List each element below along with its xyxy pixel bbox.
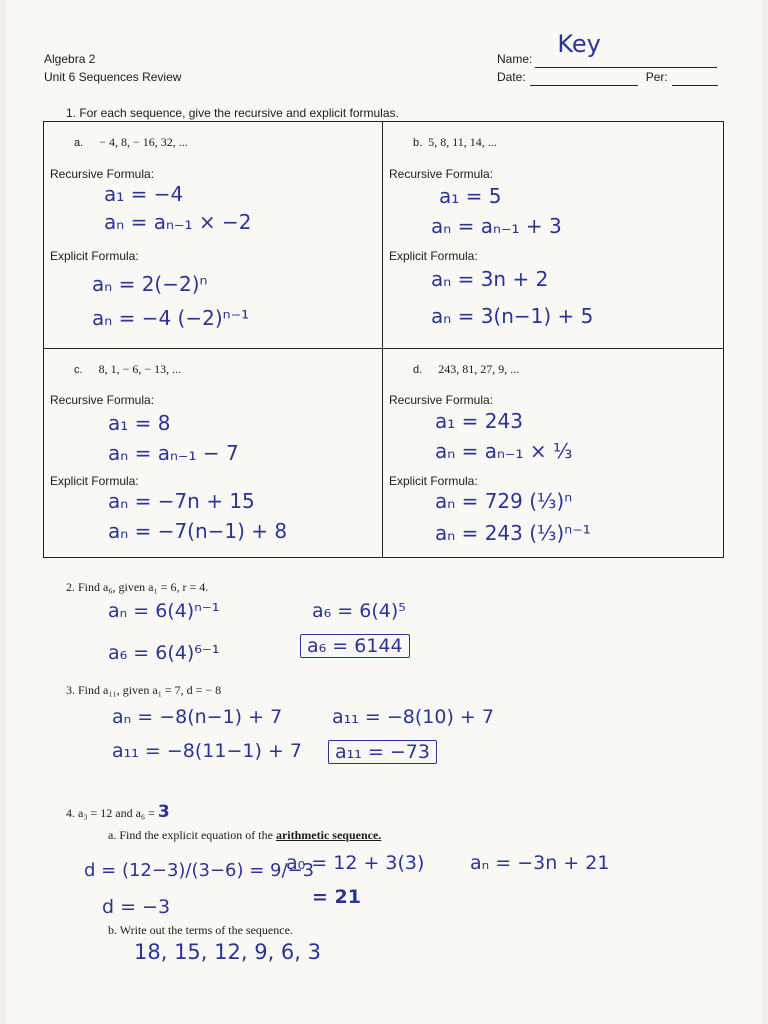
sequence-terms: 243, 81, 27, 9, ... — [438, 362, 520, 376]
recursive-label: Recursive Formula: — [389, 167, 494, 181]
period-line — [672, 73, 718, 86]
sequence-terms: − 4, 8, − 16, 32, ... — [99, 135, 188, 149]
recursive-line-2: aₙ = aₙ₋₁ − 7 — [108, 441, 239, 465]
cell-letter: b. — [413, 137, 423, 149]
explicit-line-1: aₙ = −7n + 15 — [108, 489, 255, 513]
q4-a0-result: = 21 — [312, 886, 361, 908]
question-4-prompt — [66, 802, 170, 822]
cell-d — [383, 349, 721, 575]
q2-answer: a₆ = 6144 — [300, 634, 410, 658]
q3-work-line-2: a₁₁ = −8(11−1) + 7 — [112, 740, 302, 762]
recursive-line-1: a₁ = 5 — [439, 184, 502, 208]
explicit-label: Explicit Formula: — [50, 249, 139, 263]
date-row — [497, 68, 727, 86]
explicit-label: Explicit Formula: — [50, 474, 139, 488]
q4-part-a-emphasis: arithmetic sequence. — [275, 828, 382, 842]
explicit-line-2: aₙ = 3(n−1) + 5 — [431, 304, 594, 328]
q4-slope-result: d = −3 — [102, 896, 171, 918]
explicit-line-2: aₙ = −7(n−1) + 8 — [108, 519, 288, 543]
period-label: Per: — [645, 70, 668, 84]
q4-part-a-prompt — [108, 828, 381, 843]
q3-work-line-1: aₙ = −8(n−1) + 7 — [112, 706, 283, 728]
name-line — [535, 30, 717, 68]
question-3-prompt: 3. Find a₁₁, given a₁ = 7, d = − 8 — [66, 683, 222, 697]
question-1-prompt: 1. For each sequence, give the recursive and explicit formulas. — [66, 106, 399, 120]
date-label: Date: — [497, 70, 526, 84]
cell-letter: d. — [413, 364, 423, 376]
sequence-terms: 8, 1, − 6, − 13, ... — [98, 362, 182, 376]
recursive-label: Recursive Formula: — [389, 393, 494, 407]
cell-a-label — [74, 135, 188, 150]
q4-prompt-text: 4. a₃ = 12 and a₆ = — [66, 806, 158, 820]
q4-terms: 18, 15, 12, 9, 6, 3 — [134, 940, 322, 964]
cell-b-label — [413, 135, 497, 150]
explicit-line-1: aₙ = 729 (⅓)ⁿ — [435, 489, 573, 513]
date-line — [530, 73, 638, 86]
q2-work-line-2: a₆ = 6(4)⁶⁻¹ — [108, 642, 220, 664]
explicit-label: Explicit Formula: — [389, 249, 478, 263]
recursive-label: Recursive Formula: — [50, 393, 155, 407]
cell-letter: a. — [74, 137, 84, 149]
sequence-terms: 5, 8, 11, 14, ... — [428, 135, 497, 149]
recursive-label: Recursive Formula: — [50, 167, 155, 181]
q4-part-a-text: a. Find the explicit equation of the — [108, 828, 276, 842]
explicit-line-1: aₙ = 3n + 2 — [431, 267, 549, 291]
course-title: Algebra 2 — [44, 52, 96, 66]
recursive-line-2: aₙ = aₙ₋₁ × ⅓ — [435, 439, 573, 463]
q4-handwritten-value: 3 — [157, 802, 170, 822]
q4-a0-work: a₀ = 12 + 3(3) — [286, 852, 425, 874]
recursive-line-1: a₁ = 8 — [108, 411, 171, 435]
q2-work-line-1: aₙ = 6(4)ⁿ⁻¹ — [108, 600, 220, 622]
q4-equation: aₙ = −3n + 21 — [470, 852, 610, 874]
unit-title: Unit 6 Sequences Review — [44, 70, 182, 84]
q2-work-right: a₆ = 6(4)⁵ — [312, 600, 406, 622]
explicit-line-2: aₙ = −4 (−2)ⁿ⁻¹ — [92, 306, 250, 330]
explicit-line-1: aₙ = 2(−2)ⁿ — [92, 272, 208, 296]
cell-b — [383, 122, 721, 348]
q3-work-right: a₁₁ = −8(10) + 7 — [332, 706, 494, 728]
formula-grid — [43, 121, 724, 558]
cell-a — [44, 122, 382, 348]
recursive-line-1: a₁ = 243 — [435, 409, 523, 433]
name-label: Name: — [497, 52, 533, 66]
cell-letter: c. — [74, 364, 83, 376]
question-2-prompt: 2. Find a₆, given a₁ = 6, r = 4. — [66, 580, 209, 594]
cell-c — [44, 349, 382, 575]
cell-c-label — [74, 362, 181, 377]
explicit-label: Explicit Formula: — [389, 474, 478, 488]
header-right — [497, 30, 727, 86]
cell-d-label — [413, 362, 519, 377]
recursive-line-1: a₁ = −4 — [104, 182, 184, 206]
q3-answer: a₁₁ = −73 — [328, 740, 437, 764]
name-row — [497, 30, 727, 68]
header-left — [44, 50, 181, 86]
recursive-line-2: aₙ = aₙ₋₁ × −2 — [104, 210, 252, 234]
q4-part-b-prompt: b. Write out the terms of the sequence. — [108, 923, 293, 937]
q4-slope-work: d = (12−3)/(3−6) = 9/−3 — [84, 860, 315, 881]
recursive-line-2: aₙ = aₙ₋₁ + 3 — [431, 214, 562, 238]
name-value: Key — [557, 30, 601, 58]
explicit-line-2: aₙ = 243 (⅓)ⁿ⁻¹ — [435, 521, 591, 545]
